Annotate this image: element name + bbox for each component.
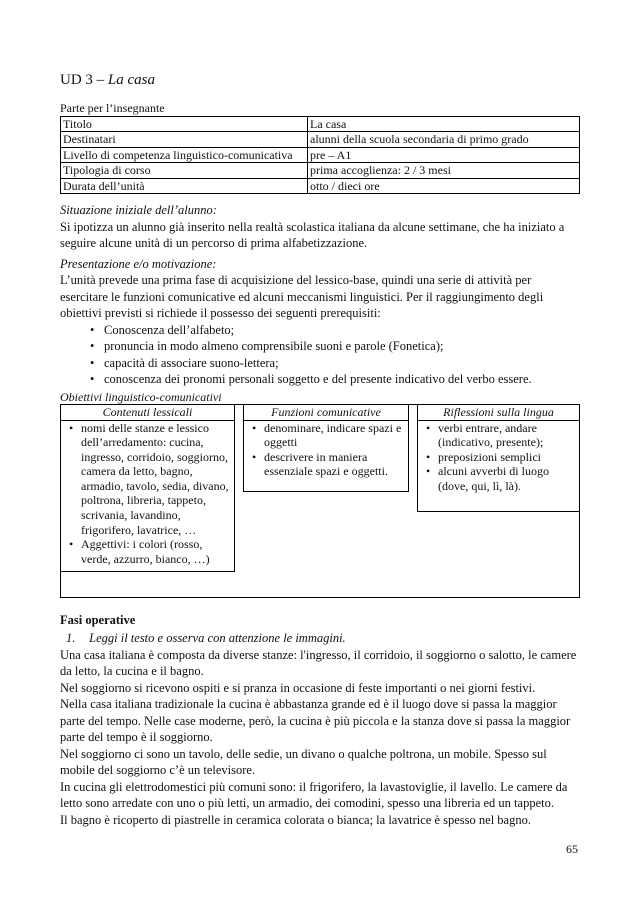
fasi-title: Fasi operative [60, 612, 136, 627]
table-row [61, 132, 580, 148]
list-item: • capacità di associare suono-lettera; [90, 355, 580, 372]
list-item: • denominare, indicare spazi e oggetti [250, 421, 408, 450]
col-contenuti [61, 405, 235, 572]
situazione-title: Situazione iniziale dell’alunno: [60, 203, 217, 217]
list-item: • pronuncia in modo almeno comprensibile suoni e parole (Fonetica); [90, 338, 580, 355]
list-item: • Aggettivi: i colori (rosso, verde, azzurro, bianco, …) [67, 537, 234, 566]
reading-paragraph: Nel soggiorno ci sono un tavolo, delle sedie, un divano o qualche poltrona, un mobile. Spesso sul mobile del soggiorno c’è un televisore. [60, 746, 547, 777]
info-value: prima accoglienza: 2 / 3 mesi [308, 163, 580, 179]
info-value: otto / dieci ore [308, 178, 580, 194]
document-page [60, 72, 580, 828]
list-item: • Conoscenza dell’alfabeto; [90, 322, 580, 339]
reading-paragraph: Nel soggiorno si ricevono ospiti e si pranza in occasione di feste importanti o nei giorni festivi. [60, 680, 536, 695]
unit-prefix: UD 3 – [60, 72, 105, 88]
reading-paragraph: Nella casa italiana tradizionale la cucina è abbastanza grande ed è il luogo dove si passa la maggior parte del tempo. Nelle case moderne, però, la cucina è più piccola e la stanza dove si passa la maggior parte del tempo è il soggiorno. [60, 697, 571, 744]
step-number: 1. [66, 631, 76, 645]
list-item: • alcuni avverbi di luogo (dove, qui, lì, là). [424, 464, 579, 493]
obiettivi-box [60, 404, 580, 598]
info-table [60, 116, 580, 195]
reading-paragraph: Il bagno è ricoperto di piastrelle in ceramica colorata o bianca; la lavatrice è spesso nel bagno. [60, 812, 531, 827]
table-row [61, 163, 580, 179]
info-value: pre – A1 [308, 147, 580, 163]
teacher-caption: Parte per l’insegnante [60, 100, 165, 115]
col-riflessioni [417, 405, 579, 572]
table-row [61, 147, 580, 163]
list-item: • nomi delle stanze e lessico dell’arredamento: cucina, ingresso, corridoio, soggiorno, camera da letto, bagno, armadio, tavolo, sedia, divano, poltrona, libreria, tappeto, scrivania, lavandino, frigorifero, lavatrice, … [67, 421, 234, 538]
col-body [417, 421, 579, 512]
presentazione-text: L’unità prevede una prima fase di acquisizione del lessico-base, quindi una serie di attività per esercitare le funzioni comunicative ed alcuni meccanismi linguistici. Per il raggiungimento degli obiettivi previsti si richiede il possesso dei seguenti prerequisiti: [60, 273, 544, 320]
info-key: Durata dell’unità [61, 178, 308, 194]
info-value: alunni della scuola secondaria di primo grado [308, 132, 580, 148]
presentazione-title: Presentazione e/o motivazione: [60, 256, 217, 271]
info-key: Livello di competenza linguistico-comunicativa [61, 147, 308, 163]
list-item: • descrivere in maniera essenziale spazi e oggetti. [250, 450, 408, 479]
table-row [61, 116, 580, 132]
unit-title [60, 72, 580, 89]
reading-paragraph: In cucina gli elettrodomestici più comuni sono: il frigorifero, la lavastoviglie, il lavello. Le camere da letto sono arredate con uno o più letti, un armadio, dei comodini, spesso una libreria ed un tappeto. [60, 779, 568, 810]
info-key: Titolo [61, 116, 308, 132]
col-body [61, 421, 235, 572]
table-row [61, 178, 580, 194]
list-item: • preposizioni semplici [424, 450, 579, 465]
info-key: Tipologia di corso [61, 163, 308, 179]
info-value: La casa [308, 116, 580, 132]
list-item: • conoscenza dei pronomi personali soggetto e del presente indicativo del verbo essere. [90, 371, 580, 388]
step-instruction [60, 630, 580, 647]
page-number: 65 [566, 842, 578, 856]
reading-paragraph: Una casa italiana è composta da diverse stanze: l'ingresso, il corridoio, il soggiorno o salotto, le camere da letto, la cucina e il bagno. [60, 647, 577, 678]
prerequisiti-list [60, 322, 580, 388]
col-header: Contenuti lessicali [61, 405, 235, 421]
col-funzioni [243, 405, 409, 572]
situazione-text: Si ipotizza un alunno già inserito nella realtà scolastica italiana da alcune settimane, che ha iniziato a seguire alcune unità di un percorso di prima alfabetizzazione. [60, 219, 565, 250]
col-header: Funzioni comunicative [243, 405, 409, 421]
unit-name: La casa [107, 72, 156, 88]
list-item: • verbi entrare, andare (indicativo, presente); [424, 421, 579, 450]
col-header: Riflessioni sulla lingua [417, 405, 579, 421]
obiettivi-title: Obiettivi linguistico-comunicativi [60, 389, 222, 404]
col-body [243, 421, 409, 492]
info-key: Destinatari [61, 132, 308, 148]
step-text: Leggi il testo e osserva con attenzione le immagini. [89, 631, 346, 645]
